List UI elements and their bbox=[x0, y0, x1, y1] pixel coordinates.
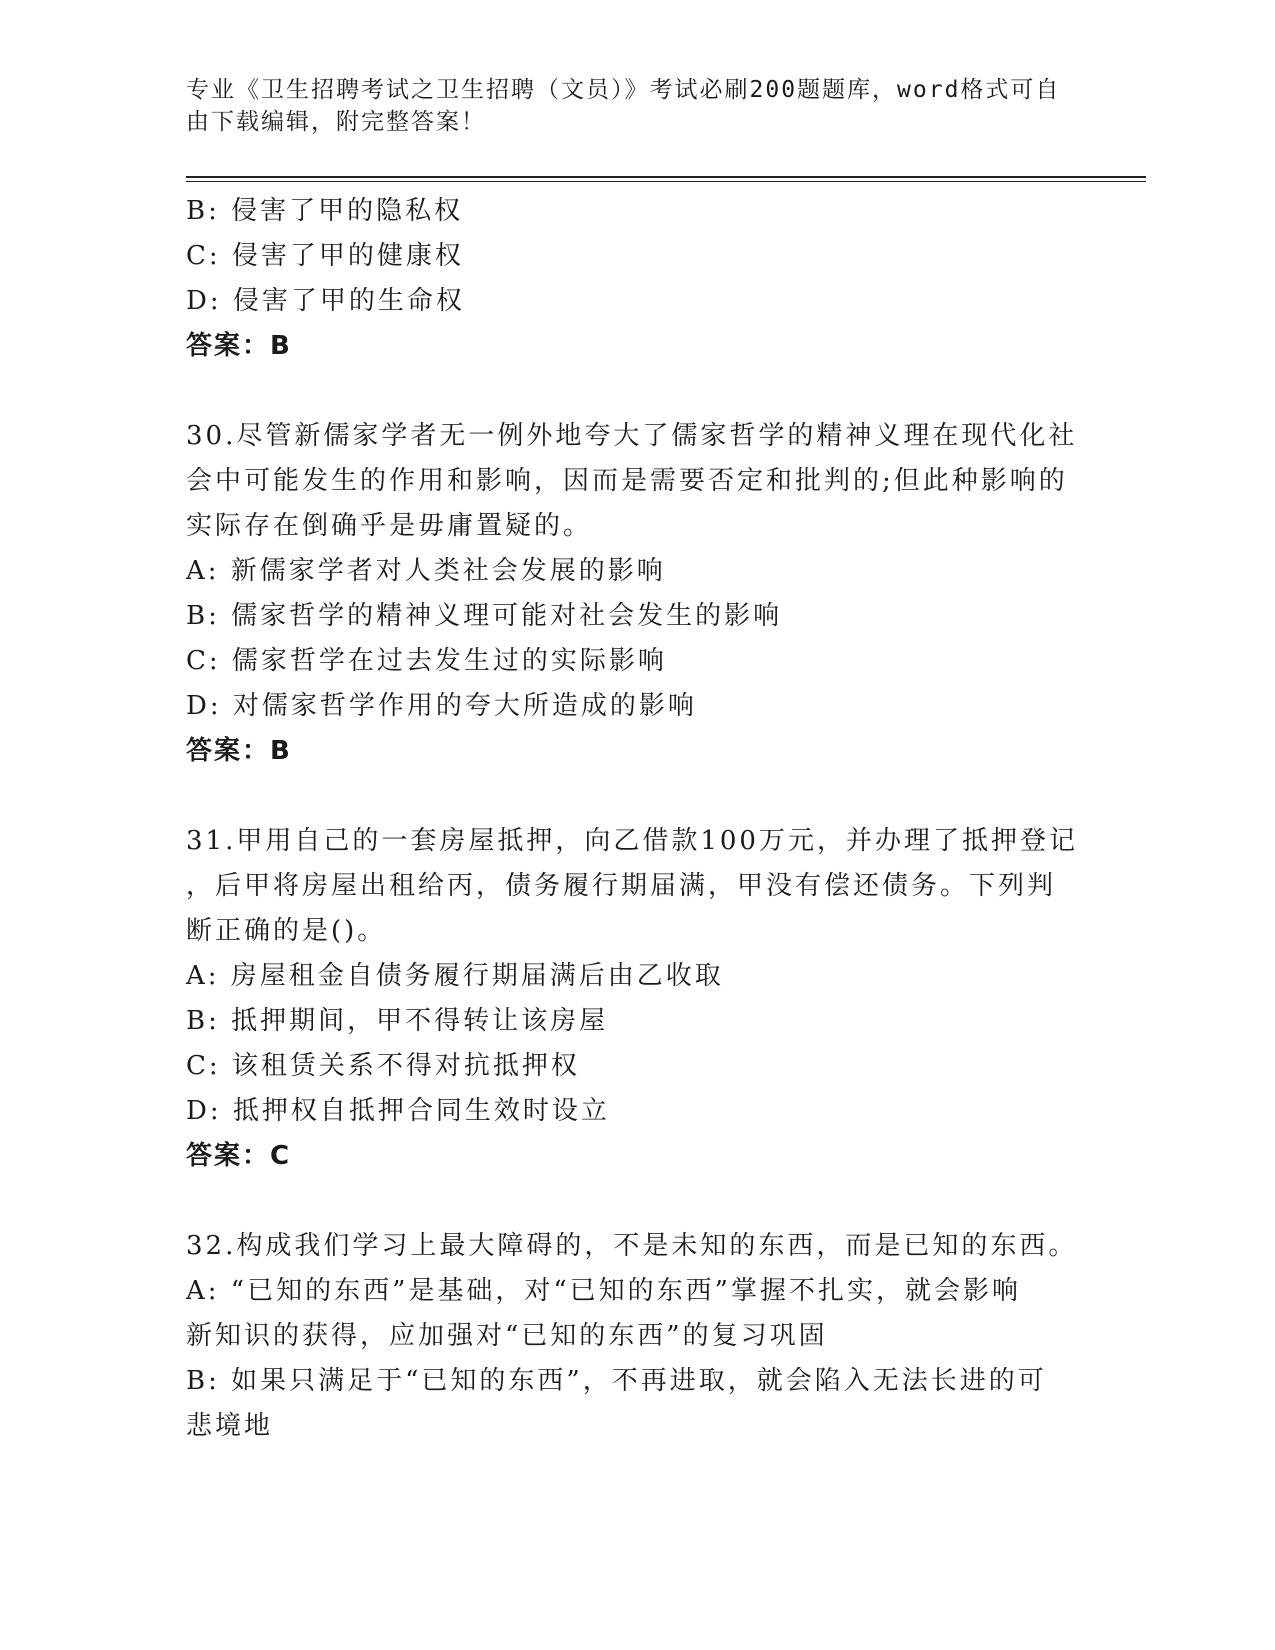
option-b-line: B: 如果只满足于“已知的东西”，不再进取，就会陷入无法长进的可 bbox=[186, 1366, 1047, 1396]
option-c: C: 儒家哲学在过去发生过的实际影响 bbox=[186, 646, 667, 676]
spacer bbox=[186, 369, 1066, 414]
question-32 bbox=[186, 1224, 1078, 1449]
question-30 bbox=[186, 414, 1078, 774]
header-rule-thick bbox=[186, 176, 1146, 178]
answer: 答案：C bbox=[186, 1141, 292, 1171]
option-d: D: 抵押权自抵押合同生效时设立 bbox=[186, 1096, 610, 1126]
question-content bbox=[186, 189, 1078, 1449]
question-stem-line: 断正确的是()。 bbox=[186, 916, 387, 946]
option-b-line: 悲境地 bbox=[186, 1411, 274, 1441]
question-stem-line: 31.甲用自己的一套房屋抵押，向乙借款100万元，并办理了抵押登记 bbox=[186, 826, 1078, 856]
option-a-line: 新知识的获得，应加强对“已知的东西”的复习巩固 bbox=[186, 1321, 828, 1351]
option-c: C: 侵害了甲的健康权 bbox=[186, 241, 464, 271]
option-a: A: 房屋租金自债务履行期届满后由乙收取 bbox=[186, 961, 724, 991]
option-b: B: 抵押期间，甲不得转让该房屋 bbox=[186, 1006, 609, 1036]
option-d: D: 对儒家哲学作用的夸大所造成的影响 bbox=[186, 691, 697, 721]
spacer bbox=[186, 774, 1066, 819]
option-a: A: 新儒家学者对人类社会发展的影响 bbox=[186, 556, 666, 586]
question-stem-line: 会中可能发生的作用和影响，因而是需要否定和批判的;但此种影响的 bbox=[186, 466, 1068, 496]
question-31 bbox=[186, 819, 1078, 1179]
header-line-1: 专业《卫生招聘考试之卫生招聘（文员）》考试必刷200题题库，word格式可自 bbox=[186, 77, 1061, 103]
option-b: B: 儒家哲学的精神义理可能对社会发生的影响 bbox=[186, 601, 783, 631]
question-29-tail bbox=[186, 189, 1066, 369]
option-a-line: A: “已知的东西”是基础，对“已知的东西”掌握不扎实，就会影响 bbox=[186, 1276, 1021, 1306]
question-stem-line: 32.构成我们学习上最大障碍的，不是未知的东西，而是已知的东西。 bbox=[186, 1231, 1078, 1261]
answer: 答案：B bbox=[186, 331, 292, 361]
question-stem-line: 30.尽管新儒家学者无一例外地夸大了儒家哲学的精神义理在现代化社 bbox=[186, 421, 1078, 451]
question-stem-line: ，后甲将房屋出租给丙，债务履行期届满，甲没有偿还债务。下列判 bbox=[186, 871, 1057, 901]
answer: 答案：B bbox=[186, 736, 292, 766]
option-c: C: 该租赁关系不得对抗抵押权 bbox=[186, 1051, 580, 1081]
question-stem-line: 实际存在倒确乎是毋庸置疑的。 bbox=[186, 511, 593, 541]
option-d: D: 侵害了甲的生命权 bbox=[186, 286, 465, 316]
header-rule-thin bbox=[186, 181, 1146, 182]
spacer bbox=[186, 1179, 1066, 1224]
document-header bbox=[186, 74, 1066, 138]
option-b: B: 侵害了甲的隐私权 bbox=[186, 196, 464, 226]
header-line-2: 由下载编辑，附完整答案！ bbox=[186, 109, 486, 135]
